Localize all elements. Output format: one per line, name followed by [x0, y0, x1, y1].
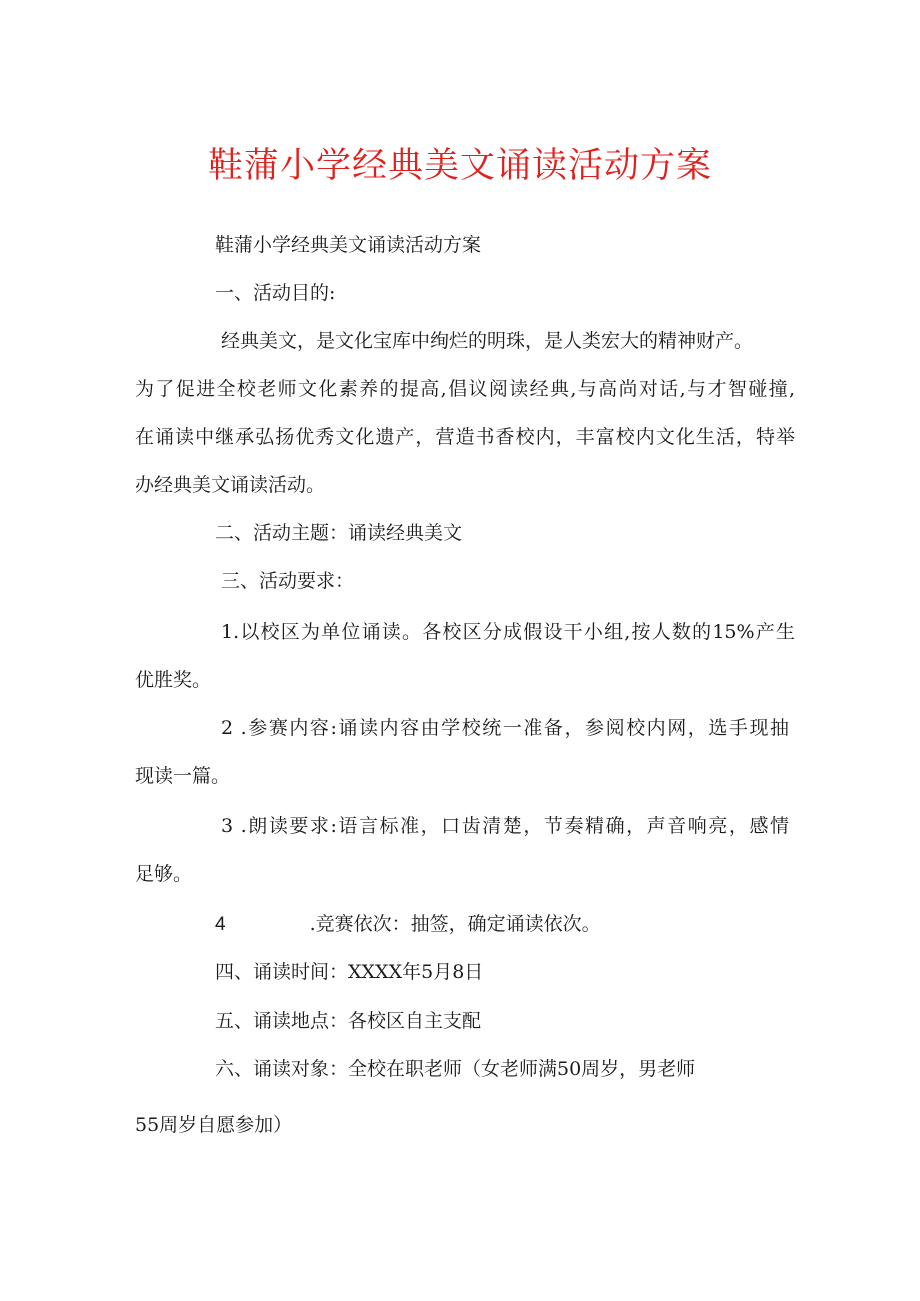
section-1-heading: 一、活动目的:	[215, 282, 336, 304]
requirement-1-line: 优胜奖。	[135, 669, 212, 691]
requirement-3-line: 3 .朗读要求:语言标准，口齿清楚，节奏精确，声音响亮，感情	[221, 815, 789, 837]
requirement-1-line: 1.以校区为单位诵读。各校区分成假设干小组,按人数的15%产生	[221, 621, 795, 643]
requirement-4-number: 4	[215, 914, 226, 935]
requirement-3-line: 足够。	[135, 863, 193, 885]
section-5-location: 五、诵读地点：各校区自主支配	[215, 1010, 482, 1032]
section-2-heading: 二、活动主题：诵读经典美文	[215, 522, 463, 544]
section-6-line: 六、诵读对象：全校在职老师（女老师满50周岁，男老师	[215, 1058, 696, 1080]
requirement-2-line: 2 .参赛内容:诵读内容由学校统一准备，参阅校内网，选手现抽	[221, 717, 789, 739]
section-4-time: 四、诵读时间：XXXX年5月8日	[215, 961, 484, 983]
section-6-line: 55周岁自愿参加）	[135, 1114, 293, 1136]
section-1-para-line: 经典美文，是文化宝库中绚烂的明珠，是人类宏大的精神财产。	[221, 330, 754, 352]
section-3-heading: 三、活动要求：	[221, 570, 355, 592]
requirement-4-line	[215, 912, 601, 937]
subtitle: 鞋蒲小学经典美文诵读活动方案	[215, 234, 482, 256]
section-1-para-line: 为了促进全校老师文化素养的提高,倡议阅读经典,与高尚对话,与才智碰撞,	[135, 378, 795, 400]
section-1-para-line: 办经典美文诵读活动。	[135, 474, 326, 496]
document-title: 鞋蒲小学经典美文诵读活动方案	[207, 146, 712, 186]
requirement-4-text: .竞赛依次：抽签，确定诵读依次。	[309, 913, 601, 935]
requirement-2-line: 现读一篇。	[135, 765, 231, 787]
section-1-para-line: 在诵读中继承弘扬优秀文化遗产，营造书香校内，丰富校内文化生活，特举	[135, 426, 795, 448]
